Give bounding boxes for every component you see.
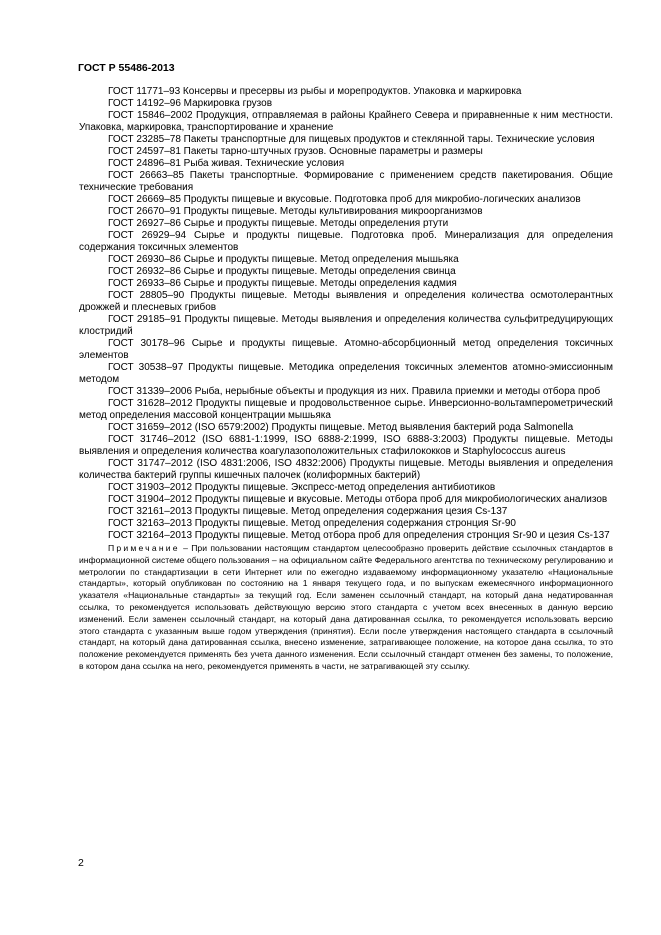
reference-item: ГОСТ 26927–86 Сырье и продукты пищевые. Методы определения ртути: [108, 218, 449, 229]
reference-item: ГОСТ 15846–2002 Продукция, отправляемая в районы Крайнего Севера и приравненные к ним местности. Упаковка, маркировка, транспортирование и хранение: [79, 110, 613, 133]
reference-item: ГОСТ 24896–81 Рыба живая. Технические условия: [108, 158, 345, 169]
reference-item: ГОСТ 14192–96 Маркировка грузов: [108, 98, 273, 109]
reference-item: ГОСТ 26670–91 Продукты пищевые. Методы культивирования микроорганизмов: [108, 206, 483, 217]
reference-item: ГОСТ 26669–85 Продукты пищевые и вкусовые. Подготовка проб для микробио-логических анализов: [108, 194, 581, 205]
reference-item: ГОСТ 32164–2013 Продукты пищевые. Метод отбора проб для определения стронция Sr-90 и цезия Cs-137: [108, 530, 610, 541]
reference-item: ГОСТ 28805–90 Продукты пищевые. Методы выявления и определения количества осмотолерантных дрожжей и плесневых грибов: [79, 290, 613, 313]
reference-item: ГОСТ 26663–85 Пакеты транспортные. Формирование с применением средств пакетирования. Общие технические требования: [79, 170, 613, 193]
page-number: 2: [78, 857, 84, 869]
reference-item: ГОСТ 30178–96 Сырье и продукты пищевые. Атомно-абсорбционный метод определения токсичных элементов: [79, 338, 613, 361]
reference-item: ГОСТ 11771–93 Консервы и пресервы из рыбы и морепродуктов. Упаковка и маркировка: [108, 86, 522, 97]
note-paragraph: [79, 543, 613, 673]
reference-item: ГОСТ 31339–2006 Рыба, нерыбные объекты и продукция из них. Правила приемки и методы отбора проб: [108, 386, 601, 397]
reference-item: ГОСТ 29185–91 Продукты пищевые. Методы выявления и определения количества сульфитредуцирующих клостридий: [79, 314, 613, 337]
note-text: – При пользовании настоящим стандартом целесообразно проверить действие ссылочных стандартов в информационной системе общего пользования – на официальном сайте Федерального агентства по техническому регулированию и метрологии по стандартизации в сети Интернет или по ежегодно издаваемому информационному указателю «Национальные стандарты», который опубликован по состоянию на 1 января текущего года, и по выпускам ежемесячного информационного указателя «Национальные стандарты» за текущий год. Если заменен ссылочный стандарт, на который дана недатированная ссылка, то рекомендуется использовать действующую версию этого стандарта с учетом всех внесенных в данную версию изменений. Если заменен ссылочный стандарт, на который дана датированная ссылка, то рекомендуется использовать версию этого стандарта с указанным выше годом утверждения (принятия). Если после утверждения настоящего стандарта в ссылочный стандарт, на который дана датированная ссылка, внесено изменение, затрагивающее положение, на которое дана ссылка, то это положение рекомендуется применять без учета данного изменения. Если ссылочный стандарт отменен без замены, то положение, в котором дана ссылка на него, рекомендуется применять в части, не затрагивающей эту ссылку.: [79, 543, 613, 671]
reference-item: ГОСТ 31628–2012 Продукты пищевые и продовольственное сырье. Инверсионно-вольтамперометрический метод определения массовой концентрации мышьяка: [79, 398, 613, 421]
reference-item: ГОСТ 31659–2012 (ISO 6579:2002) Продукты пищевые. Метод выявления бактерий рода Salmonella: [108, 422, 574, 433]
reference-item: ГОСТ 31903–2012 Продукты пищевые. Экспресс-метод определения антибиотиков: [108, 482, 496, 493]
document-header: ГОСТ Р 55486-2013: [78, 62, 175, 74]
reference-item: ГОСТ 31904–2012 Продукты пищевые и вкусовые. Методы отбора проб для микробиологических анализов: [108, 494, 608, 505]
reference-item: ГОСТ 30538–97 Продукты пищевые. Методика определения токсичных элементов атомно-эмиссионным методом: [79, 362, 613, 385]
reference-item: ГОСТ 23285–78 Пакеты транспортные для пищевых продуктов и стеклянной тары. Технические условия: [108, 134, 595, 145]
reference-item: ГОСТ 32163–2013 Продукты пищевые. Метод определения содержания стронция Sr-90: [108, 518, 516, 529]
reference-item: ГОСТ 32161–2013 Продукты пищевые. Метод определения содержания цезия Cs-137: [108, 506, 508, 517]
note-label: Примечание: [108, 543, 180, 553]
reference-item: ГОСТ 31746–2012 (ISO 6881-1:1999, ISO 6888-2:1999, ISO 6888-3:2003) Продукты пищевые. Методы выявления и определения количества коагулазоположительных стафилококков и Staphylococcus aureus: [79, 434, 613, 457]
reference-item: ГОСТ 31747–2012 (ISO 4831:2006, ISO 4832:2006) Продукты пищевые. Методы выявления и определения количества бактерий группы кишечных палочек (колиформных бактерий): [79, 458, 613, 481]
reference-item: ГОСТ 26933–86 Сырье и продукты пищевые. Методы определения кадмия: [108, 278, 457, 289]
normative-references: [79, 86, 613, 673]
reference-item: ГОСТ 26930–86 Сырье и продукты пищевые. Метод определения мышьяка: [108, 254, 459, 265]
reference-item: ГОСТ 26929–94 Сырье и продукты пищевые. Подготовка проб. Минерализация для определения содержания токсичных элементов: [79, 230, 613, 253]
reference-item: ГОСТ 26932–86 Сырье и продукты пищевые. Методы определения свинца: [108, 266, 456, 277]
reference-item: ГОСТ 24597–81 Пакеты тарно-штучных грузов. Основные параметры и размеры: [108, 146, 483, 157]
